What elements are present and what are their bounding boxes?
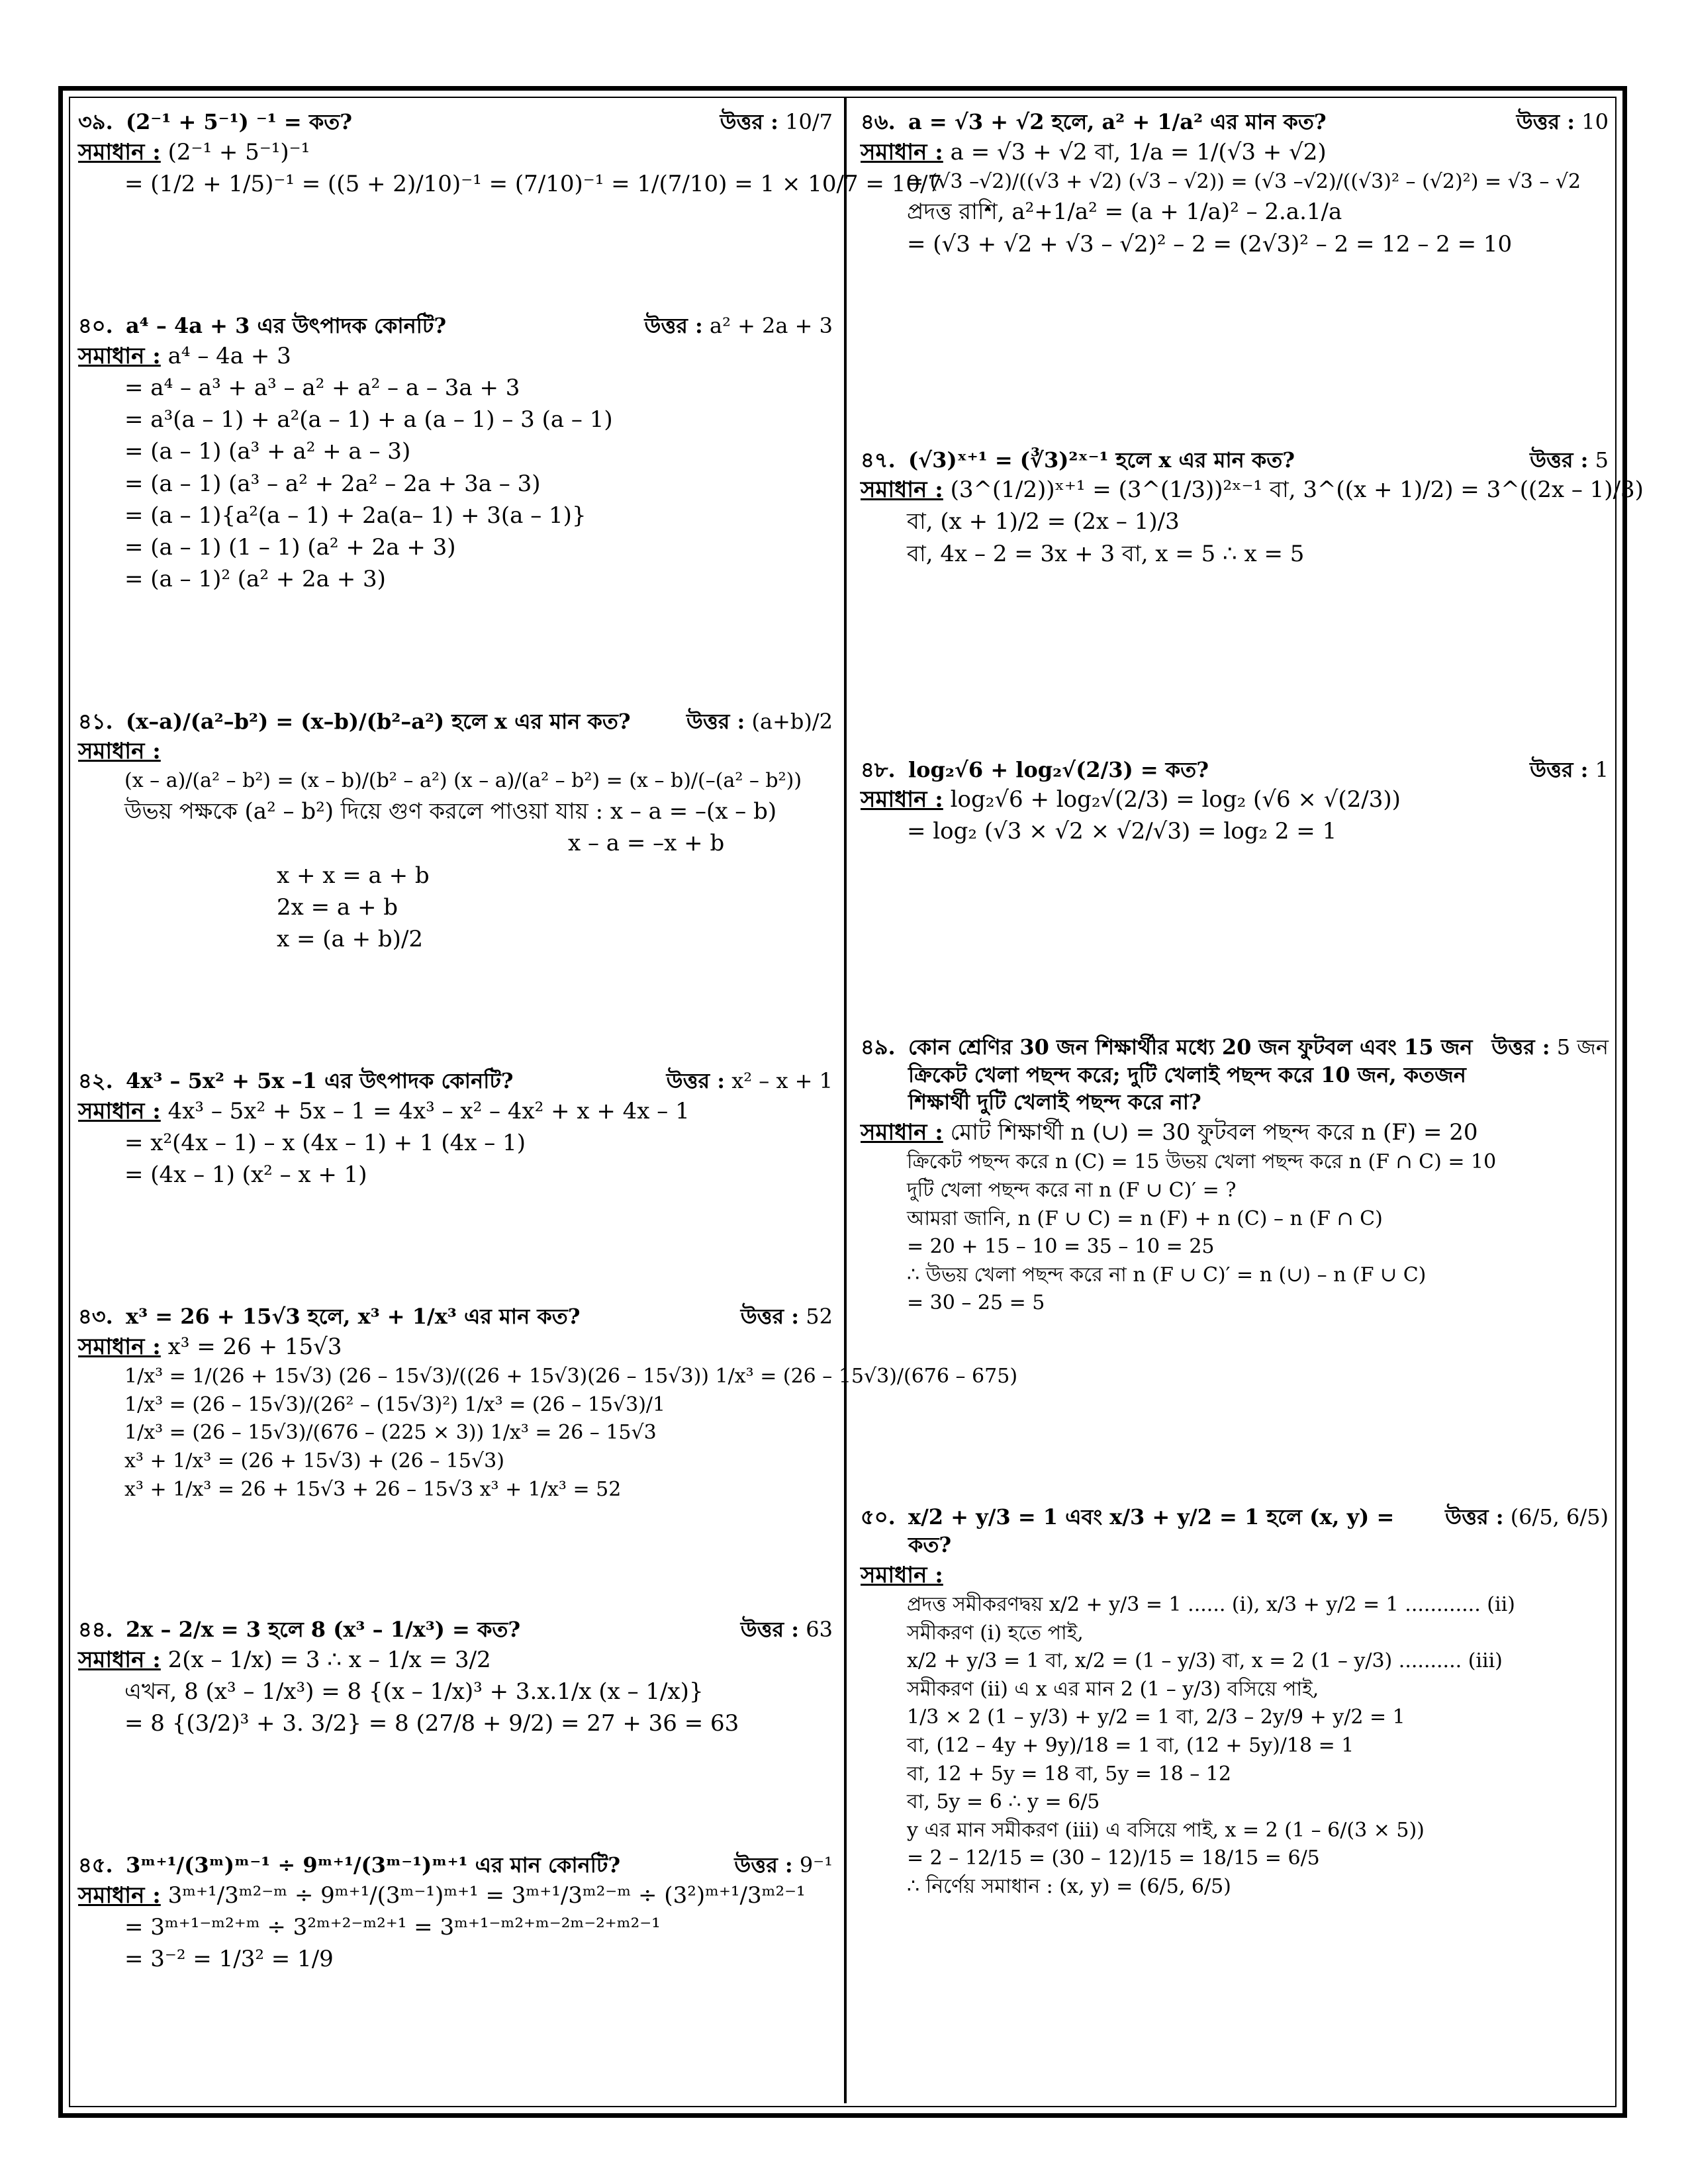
solution-text: ∴ নির্ণেয় সমাধান : (x, y) = (6/5, 6/5) (907, 1874, 1231, 1898)
solution-text: বা, (12 – 4y + 9y)/18 = 1 বা, (12 + 5y)/18 = 1 (907, 1733, 1354, 1757)
solution-line (861, 1261, 1609, 1290)
solution-text: 3ᵐ⁺¹/3ᵐ²⁻ᵐ ÷ 9ᵐ⁺¹/(3ᵐ⁻¹)ᵐ⁺¹ = 3ᵐ⁺¹/3ᵐ²⁻ᵐ ÷ (3²)ᵐ⁺¹/3ᵐ²⁻¹ (167, 1882, 806, 1909)
question-header (861, 1504, 1609, 1559)
solution-text: = (a – 1){a²(a – 1) + 2a(a– 1) + 3(a – 1)} (124, 502, 586, 529)
question-block (78, 708, 833, 956)
answer (1530, 756, 1609, 784)
solution-text: আমরা জানি, n (F ∪ C) = n (F) + n (C) – n (F ∩ C) (907, 1206, 1383, 1230)
question-number: ৪১. (78, 708, 113, 734)
question-number: ৪৭. (861, 447, 896, 473)
solution-line (861, 1177, 1609, 1205)
solution-label: সমাধান : (861, 1119, 943, 1146)
question-block (861, 109, 1609, 260)
solution-text: a⁴ – 4a + 3 (167, 342, 291, 369)
solution-text: = (√3 –√2)/((√3 + √2) (√3 – √2)) = (√3 –√2)/((√3)² – (√2)²) = √3 – √2 (907, 169, 1581, 193)
solution-line (78, 891, 833, 923)
solution-text: = log₂ (√3 × √2 × √2/√3) = log₂ 2 = 1 (907, 818, 1337, 845)
solution-line (78, 1127, 833, 1159)
solution-line (78, 860, 833, 891)
solution-line-first (78, 136, 833, 168)
question-block (78, 1616, 833, 1739)
solution-line (78, 923, 833, 955)
solution-line-first (78, 1880, 833, 1911)
solution-line-first (78, 1095, 833, 1127)
solution-text: a = √3 + √2 বা, 1/a = 1/(√3 + √2) (950, 138, 1327, 165)
solution-line (78, 404, 833, 435)
question-block (78, 1303, 1018, 1504)
solution-line-first (78, 1644, 833, 1676)
solution-line (78, 1363, 1018, 1391)
solution-line (861, 1676, 1609, 1704)
solution-line (78, 767, 833, 796)
question-text: log₂√6 + log₂√(2/3) = কত? (908, 756, 1209, 782)
solution-text: সমীকরণ (ii) এ x এর মান 2 (1 – y/3) বসিয়ে পাই, (907, 1677, 1319, 1701)
solution-label: সমাধান : (78, 342, 161, 369)
solution-line (78, 1419, 833, 1447)
question-number: ৪৪. (78, 1617, 113, 1643)
solution-line (78, 1911, 833, 1943)
answer-value: a² + 2a + 3 (709, 312, 833, 338)
solution-line (78, 563, 833, 595)
solution-text: প্রদত্ত সমীকরণদ্বয় x/2 + y/3 = 1 ...... (i), x/3 + y/2 = 1 ............ (ii) (907, 1592, 1515, 1616)
answer-value: 5 জন (1556, 1034, 1609, 1060)
solution-text: 1/x³ = (26 – 15√3)/(26² – (15√3)²) 1/x³ = (26 – 15√3)/1 (124, 1392, 666, 1416)
answer-value: x² – x + 1 (731, 1068, 833, 1094)
solution-line-first (78, 735, 833, 767)
question-text: a = √3 + √2 হলে, a² + 1/a² এর মান কত? (908, 109, 1327, 134)
answer (1517, 109, 1609, 136)
answer-label: উত্তর : (740, 1304, 800, 1330)
solution-line (861, 1289, 1609, 1318)
solution-text: 2(x – 1/x) = 3 ∴ x – 1/x = 3/2 (167, 1646, 491, 1673)
solution-text: = x²(4x – 1) – x (4x – 1) + 1 (4x – 1) (124, 1130, 526, 1157)
answer-label: উত্তর : (740, 1617, 800, 1643)
question-header (78, 1852, 833, 1880)
answer-label: উত্তর : (734, 1852, 793, 1878)
solution-line-first (78, 340, 833, 372)
solution-text: প্রদত্ত রাশি, a²+1/a² = (a + 1/a)² – 2.a.1/a (907, 199, 1342, 226)
answer-value: 52 (806, 1304, 833, 1330)
solution-line (861, 1873, 1609, 1901)
solution-text: (2⁻¹ + 5⁻¹)⁻¹ (167, 138, 310, 165)
solution-text: (x – a)/(a² – b²) = (x – b)/(b² – a²) (x – a)/(a² – b²) = (x – b)/(–(a² – b²)) (124, 769, 802, 793)
solution-label: সমাধান : (78, 138, 161, 165)
answer-value: 10/7 (785, 109, 833, 134)
solution-text: 1/x³ = 1/(26 + 15√3) (26 – 15√3)/((26 + 15√3)(26 – 15√3)) 1/x³ = (26 – 15√3)/(676 – 675) (124, 1365, 1018, 1388)
question-text: x/2 + y/3 = 1 এবং x/3 + y/2 = 1 হলে (x, y) = কত? (908, 1504, 1395, 1558)
question-number: ৪৫. (78, 1852, 113, 1878)
answer-label: উত্তর : (1445, 1504, 1504, 1530)
question-number: ৪৯. (861, 1034, 896, 1060)
answer-label: উত্তর : (1530, 756, 1589, 782)
solution-line (78, 827, 833, 859)
question-header (78, 312, 833, 340)
answer (741, 1303, 833, 1331)
solution-line-first (861, 1116, 1609, 1148)
question-number: ৪৮. (861, 756, 896, 782)
solution-line (861, 1619, 1609, 1648)
question-text: (√3)ˣ⁺¹ = (∛3)²ˣ⁻¹ হলে x এর মান কত? (908, 447, 1295, 473)
answer-value: (a+b)/2 (751, 708, 833, 734)
solution-line (78, 1159, 833, 1191)
answer-value: 63 (806, 1617, 833, 1643)
solution-label: সমাধান : (78, 1097, 161, 1124)
solution-line (78, 1391, 833, 1420)
question-header (78, 1303, 833, 1331)
solution-text: = 8 {(3/2)³ + 3. 3/2} = 8 (27/8 + 9/2) = 27 + 36 = 63 (124, 1710, 739, 1737)
solution-text: x + x = a + b (277, 862, 430, 889)
question-number: ৪৬. (861, 109, 896, 134)
solution-text: x = (a + b)/2 (277, 926, 424, 953)
solution-line (861, 196, 1609, 228)
answer (686, 708, 833, 736)
solution-line (861, 506, 1609, 537)
solution-line-first (861, 1559, 1609, 1591)
solution-text: y এর মান সমীকরণ (iii) এ বসিয়ে পাই, x = 2 (1 – 6/(3 × 5)) (907, 1818, 1425, 1842)
question-text: x³ = 26 + 15√3 হলে, x³ + 1/x³ এর মান কত? (126, 1304, 581, 1330)
solution-line (861, 1647, 1609, 1676)
question-text: 2x – 2/x = 3 হলে 8 (x³ – 1/x³) = কত? (126, 1617, 521, 1643)
question-block (861, 756, 1609, 848)
answer-label: উত্তর : (666, 1068, 726, 1094)
question-header (78, 708, 833, 736)
answer-value: (6/5, 6/5) (1510, 1504, 1609, 1530)
solution-line-first (78, 1331, 833, 1363)
answer-label: উত্তর : (720, 109, 778, 134)
right-column (861, 99, 1644, 2087)
question-header (78, 109, 833, 136)
answer (667, 1068, 833, 1095)
question-header (861, 1034, 1609, 1116)
solution-line (861, 1844, 1609, 1873)
answer (720, 109, 833, 136)
solution-label: সমাধান : (861, 786, 943, 813)
question-number: ৪০. (78, 312, 113, 338)
solution-label: সমাধান : (78, 1646, 161, 1673)
solution-text: বা, 12 + 5y = 18 বা, 5y = 18 – 12 (907, 1762, 1231, 1786)
solution-text: x – a = –x + b (568, 830, 725, 857)
solution-line (78, 1476, 833, 1504)
answer (1445, 1504, 1609, 1531)
question-header (861, 447, 1609, 475)
solution-line (78, 531, 833, 563)
solution-text: 2x = a + b (277, 893, 399, 921)
solution-label: সমাধান : (861, 138, 943, 165)
solution-line (861, 538, 1609, 570)
answer-label: উত্তর : (1530, 447, 1589, 473)
solution-text: মোট শিক্ষার্থী n (∪) = 30 ফুটবল পছন্দ করে n (F) = 20 (950, 1119, 1478, 1146)
question-header (861, 109, 1609, 136)
solution-line (78, 1676, 833, 1707)
answer (1530, 447, 1609, 475)
solution-text: = 3ᵐ⁺¹⁻ᵐ²⁺ᵐ ÷ 3²ᵐ⁺²⁻ᵐ²⁺¹ = 3ᵐ⁺¹⁻ᵐ²⁺ᵐ⁻²ᵐ⁻²⁺ᵐ²⁻¹ (124, 1914, 661, 1941)
solution-line (861, 1732, 1609, 1760)
question-header (78, 1616, 833, 1644)
column-divider (844, 98, 847, 2103)
solution-text: = 20 + 15 – 10 = 35 – 10 = 25 (907, 1235, 1215, 1259)
solution-text: সমীকরণ (i) হতে পাই, (907, 1621, 1084, 1645)
solution-line (78, 1447, 833, 1476)
question-block (78, 1068, 833, 1191)
solution-text: = (1/2 + 1/5)⁻¹ = ((5 + 2)/10)⁻¹ = (7/10)⁻¹ = 1/(7/10) = 1 × 10/7 = 10/7 (124, 170, 943, 197)
solution-text: x³ + 1/x³ = 26 + 15√3 + 26 – 15√3 x³ + 1/x³ = 52 (124, 1477, 622, 1501)
solution-line (78, 435, 833, 467)
solution-line (861, 1148, 1609, 1177)
solution-text: উভয় পক্ষকে (a² – b²) দিয়ে গুণ করলে পাওয়া যায় : x – a = –(x – b) (124, 797, 777, 825)
question-number: ৩৯. (78, 109, 113, 134)
answer-label: উত্তর : (1516, 109, 1575, 134)
question-block (861, 1504, 1609, 1901)
solution-label: সমাধান : (78, 1333, 161, 1360)
solution-line (78, 372, 833, 404)
solution-line-first (861, 784, 1609, 815)
answer-value: 10 (1581, 109, 1609, 134)
question-header (78, 1068, 833, 1095)
question-number: ৪৩. (78, 1304, 113, 1330)
solution-text: x/2 + y/3 = 1 বা, x/2 = (1 – y/3) বা, x = 2 (1 – y/3) .......... (iii) (907, 1649, 1503, 1673)
solution-text: = a³(a – 1) + a²(a – 1) + a (a – 1) – 3 (a – 1) (124, 406, 613, 433)
question-number: ৪২. (78, 1068, 113, 1094)
answer-label: উত্তর : (1491, 1034, 1550, 1060)
solution-text: = (a – 1) (a³ + a² + a – 3) (124, 438, 411, 465)
solution-line (861, 1205, 1609, 1234)
solution-text: 4x³ – 5x² + 5x – 1 = 4x³ – x² – 4x² + x + 4x – 1 (167, 1097, 690, 1124)
solution-text: = a⁴ – a³ + a³ – a² + a² – a – 3a + 3 (124, 374, 520, 401)
solution-text: ∴ উভয় খেলা পছন্দ করে না n (F ∪ C)′ = n (∪) – n (F ∪ C) (907, 1263, 1427, 1287)
question-number: ৫০. (861, 1504, 896, 1530)
solution-text: = 3⁻² = 1/3² = 1/9 (124, 1946, 334, 1973)
answer-value: 5 (1595, 447, 1609, 473)
solution-line (78, 168, 943, 200)
solution-line-first (861, 474, 1644, 506)
solution-text: x³ + 1/x³ = (26 + 15√3) + (26 – 15√3) (124, 1449, 504, 1473)
answer (644, 312, 833, 340)
solution-text: = (4x – 1) (x² – x + 1) (124, 1161, 367, 1189)
solution-line (861, 1591, 1609, 1619)
solution-text: এখন, 8 (x³ – 1/x³) = 8 {(x – 1/x)³ + 3.x.1/x (x – 1/x)} (124, 1678, 704, 1705)
solution-line (861, 1704, 1609, 1732)
solution-line (861, 1817, 1609, 1845)
solution-line-first (861, 136, 1609, 168)
solution-line (861, 1233, 1609, 1261)
solution-line (78, 468, 833, 500)
solution-text: = (a – 1) (a³ – a² + 2a² – 2a + 3a – 3) (124, 470, 541, 497)
question-text: a⁴ – 4a + 3 এর উৎপাদক কোনটি? (126, 312, 447, 338)
solution-text: = (a – 1) (1 – 1) (a² + 2a + 3) (124, 534, 456, 561)
solution-text: = 2 – 12/15 = (30 – 12)/15 = 18/15 = 6/5 (907, 1846, 1320, 1870)
answer-value: 9⁻¹ (799, 1852, 833, 1878)
answer-label: উত্তর : (644, 312, 703, 338)
question-block (861, 1034, 1609, 1318)
solution-text: log₂√6 + log₂√(2/3) = log₂ (√6 × √(2/3)) (950, 786, 1401, 813)
solution-line (861, 1760, 1609, 1789)
solution-line (78, 500, 833, 531)
solution-text: বা, 5y = 6 ∴ y = 6/5 (907, 1790, 1100, 1814)
solution-line (78, 1707, 833, 1739)
solution-line (78, 1943, 833, 1975)
question-text: কোন শ্রেণির 30 জন শিক্ষার্থীর মধ্যে 20 জন ফুটবল এবং 15 জন ক্রিকেট খেলা পছন্দ করে; দুটি খেলাই পছন্দ করে 10 জন, কতজন শিক্ষার্থী দুটি খেলাই পছন্দ করে না? (908, 1034, 1473, 1115)
question-text: (x–a)/(a²–b²) = (x–b)/(b²–a²) হলে x এর মান কত? (126, 708, 631, 734)
solution-text: = 30 – 25 = 5 (907, 1291, 1045, 1315)
answer-label: উত্তর : (686, 708, 745, 734)
solution-text: x³ = 26 + 15√3 (167, 1333, 342, 1360)
answer (1491, 1034, 1609, 1062)
solution-label: সমাধান : (78, 738, 161, 765)
solution-text: বা, (x + 1)/2 = (2x – 1)/3 (907, 508, 1180, 535)
solution-line (861, 815, 1609, 847)
solution-label: সমাধান : (861, 1561, 943, 1588)
question-text: 3ᵐ⁺¹/(3ᵐ)ᵐ⁻¹ ÷ 9ᵐ⁺¹/(3ᵐ⁻¹)ᵐ⁺¹ এর মান কোনটি? (126, 1852, 621, 1878)
question-text: 4x³ – 5x² + 5x –1 এর উৎপাদক কোনটি? (126, 1068, 514, 1094)
solution-text: বা, 4x – 2 = 3x + 3 বা, x = 5 ∴ x = 5 (907, 540, 1305, 567)
question-block (861, 447, 1644, 570)
answer-value: 1 (1595, 756, 1609, 782)
answer (741, 1616, 833, 1644)
question-text: (2⁻¹ + 5⁻¹) ⁻¹ = কত? (126, 109, 353, 134)
solution-text: (3^(1/2))ˣ⁺¹ = (3^(1/3))²ˣ⁻¹ বা, 3^((x + 1)/2) = 3^((2x – 1)/3) (950, 477, 1644, 504)
solution-line (861, 1788, 1609, 1817)
solution-text: ক্রিকেট পছন্দ করে n (C) = 15 উভয় খেলা পছন্দ করে n (F ∩ C) = 10 (907, 1150, 1497, 1174)
solution-line (78, 796, 833, 827)
solution-line (861, 168, 1609, 197)
question-block (78, 312, 833, 596)
solution-line (861, 228, 1609, 260)
solution-text: = (a – 1)² (a² + 2a + 3) (124, 566, 386, 593)
solution-label: সমাধান : (861, 477, 943, 504)
question-block (78, 1852, 833, 1975)
answer (734, 1852, 833, 1880)
solution-text: = (√3 + √2 + √3 – √2)² – 2 = (2√3)² – 2 = 12 – 2 = 10 (907, 230, 1513, 257)
question-header (861, 756, 1609, 784)
solution-label: সমাধান : (78, 1882, 161, 1909)
solution-text: 1/3 × 2 (1 – y/3) + y/2 = 1 বা, 2/3 – 2y/9 + y/2 = 1 (907, 1706, 1405, 1729)
solution-text: দুটি খেলা পছন্দ করে না n (F ∪ C)′ = ? (907, 1178, 1237, 1202)
solution-text: 1/x³ = (26 – 15√3)/(676 – (225 × 3)) 1/x³ = 26 – 15√3 (124, 1421, 657, 1445)
